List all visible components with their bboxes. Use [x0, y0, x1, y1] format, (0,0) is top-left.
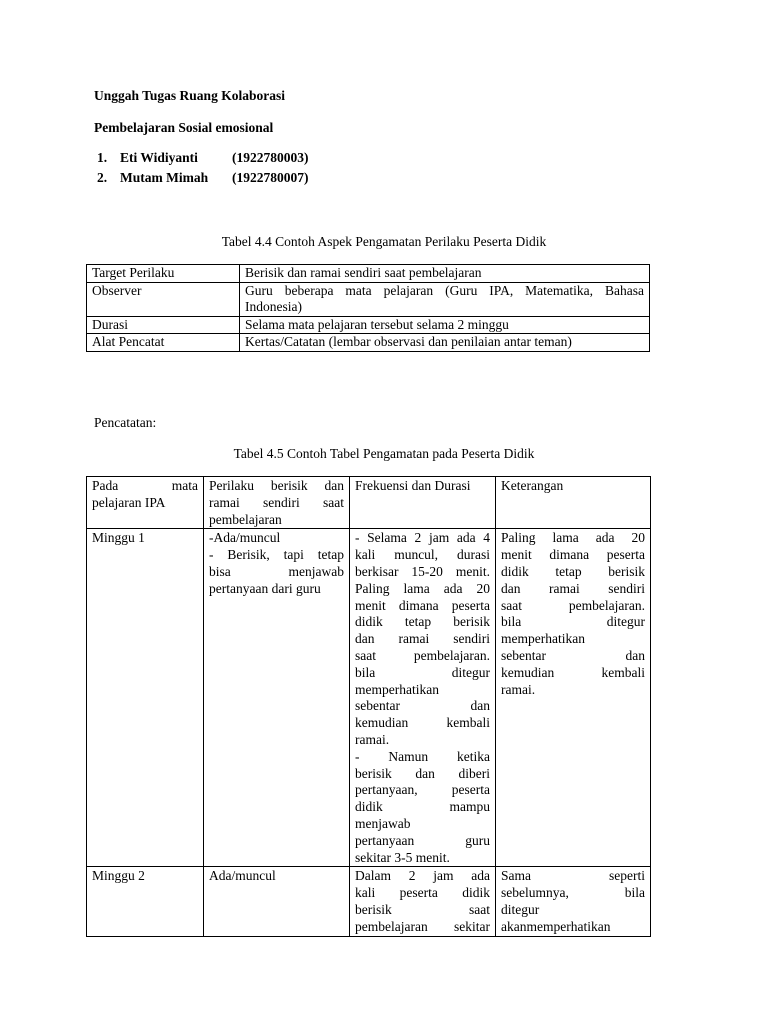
cell-line: didik tetap berisik — [355, 614, 490, 630]
table-row — [87, 529, 651, 867]
cell-line: kali muncul, durasi — [355, 547, 490, 563]
table-cell-week: Minggu 2 — [87, 867, 204, 936]
table-cell-value: Berisik dan ramai sendiri saat pembelajaran — [240, 265, 650, 283]
cell-line: sebentar dan — [501, 647, 645, 663]
header-cell-behavior — [204, 477, 350, 529]
cell-line: kali peserta didik — [355, 885, 490, 901]
document-subtitle: Pembelajaran Sosial emosional — [94, 120, 274, 135]
table-row — [87, 265, 650, 283]
header-cell-frequency — [350, 477, 496, 529]
table-row — [87, 334, 650, 352]
cell-line: - Selama 2 jam ada 4 — [355, 530, 490, 546]
cell-line: bila ditegur — [501, 614, 645, 630]
table1-caption: Tabel 4.4 Contoh Aspek Pengamatan Perilaku Peserta Didik — [221, 234, 547, 249]
header-cell-subject — [87, 477, 204, 529]
table-cell-notes — [496, 867, 651, 936]
table2-caption: Tabel 4.5 Contoh Tabel Pengamatan pada Peserta Didik — [233, 446, 535, 461]
cell-line: menit dimana peserta — [501, 547, 645, 563]
cell-line: dan ramai sendiri — [501, 580, 645, 596]
member-list — [94, 150, 309, 190]
cell-line: berisik dan diberi — [355, 765, 490, 781]
table-cell-frequency — [350, 529, 496, 867]
table-cell-week: Minggu 1 — [87, 529, 204, 867]
observation-table — [86, 476, 651, 937]
cell-line: berisik saat — [355, 901, 490, 917]
cell-line: pembelajaran — [209, 511, 282, 527]
member-name: Eti Widiyanti — [120, 150, 198, 165]
table-cell-value — [240, 282, 650, 316]
cell-line: Frekuensi dan Durasi — [355, 478, 471, 493]
cell-line: ramai sendiri saat — [209, 494, 344, 510]
cell-line: Dalam 2 jam ada — [355, 868, 490, 884]
cell-line: pertanyaan dari guru — [209, 580, 321, 596]
cell-line: saat pembelajaran. — [355, 647, 490, 663]
cell-line: pelajaran IPA — [92, 494, 166, 510]
cell-line: sekitar 3-5 menit. — [355, 849, 450, 865]
cell-line: memperhatikan — [501, 631, 585, 647]
cell-line: - Berisik, tapi tetap — [209, 547, 344, 563]
table-cell-key: Observer — [87, 282, 240, 316]
table-header-row — [87, 477, 651, 529]
cell-line: menit dimana peserta — [355, 597, 490, 613]
cell-line: saat pembelajaran. — [501, 597, 645, 613]
cell-line: sebentar dan — [355, 698, 490, 714]
table-cell-behavior — [204, 867, 350, 936]
cell-line: ditegur — [501, 901, 540, 917]
document-title: Unggah Tugas Ruang Kolaborasi — [94, 88, 285, 103]
table-row — [87, 867, 651, 936]
member-id: (1922780003) — [232, 150, 309, 165]
cell-line: bisa menjawab — [209, 563, 344, 579]
cell-line: Keterangan — [501, 478, 564, 493]
behavior-aspect-table — [86, 264, 650, 352]
cell-line: Pada mata — [92, 478, 198, 493]
cell-line: berkisar 15-20 menit. — [355, 563, 490, 579]
cell-line: didik mampu — [355, 799, 490, 815]
cell-line: sebelumnya, bila — [501, 885, 645, 901]
cell-line: bila ditegur — [355, 664, 490, 680]
member-item — [94, 170, 309, 190]
table-cell-value: Selama mata pelajaran tersebut selama 2 minggu — [240, 316, 650, 334]
cell-line: didik tetap berisik — [501, 563, 645, 579]
table-cell-value: Kertas/Catatan (lembar observasi dan penilaian antar teman) — [240, 334, 650, 352]
cell-line: menjawab — [355, 815, 411, 831]
member-number: 2. — [97, 170, 108, 185]
cell-line: pertanyaan, peserta — [355, 782, 490, 798]
cell-line: memperhatikan — [355, 681, 439, 697]
table-cell-key: Alat Pencatat — [87, 334, 240, 352]
member-number: 1. — [97, 150, 108, 165]
cell-line: Guru beberapa mata pelajaran (Guru IPA, Matematika, Bahasa — [245, 282, 644, 298]
pencatatan-label: Pencatatan: — [94, 415, 157, 430]
table-cell-key: Durasi — [87, 316, 240, 334]
cell-line: Ada/muncul — [209, 868, 276, 884]
member-name: Mutam Mimah — [120, 170, 209, 185]
cell-line: akanmemperhatikan — [501, 918, 611, 934]
cell-line: Paling lama ada 20 — [355, 580, 490, 596]
table-row — [87, 282, 650, 316]
cell-line: Paling lama ada 20 — [501, 530, 645, 546]
cell-line: kemudian kembali — [355, 715, 490, 731]
cell-line: ramai. — [501, 681, 536, 697]
cell-line: ramai. — [355, 731, 390, 747]
cell-line: - Namun ketika — [355, 748, 490, 764]
cell-line: pembelajaran sekitar — [355, 918, 490, 934]
cell-line: -Ada/muncul — [209, 530, 281, 546]
table-row — [87, 316, 650, 334]
table-cell-key: Target Perilaku — [87, 265, 240, 283]
table-cell-behavior — [204, 529, 350, 867]
cell-line: pertanyaan guru — [355, 832, 490, 848]
cell-line: Perilaku berisik dan — [209, 478, 344, 493]
header-cell-notes — [496, 477, 651, 529]
member-id: (1922780007) — [232, 170, 309, 185]
cell-line: dan ramai sendiri — [355, 631, 490, 647]
cell-line: Indonesia) — [245, 299, 302, 314]
cell-line: Sama seperti — [501, 868, 645, 884]
table-cell-notes — [496, 529, 651, 867]
cell-line: kemudian kembali — [501, 664, 645, 680]
table-cell-frequency — [350, 867, 496, 936]
member-item — [94, 150, 309, 170]
